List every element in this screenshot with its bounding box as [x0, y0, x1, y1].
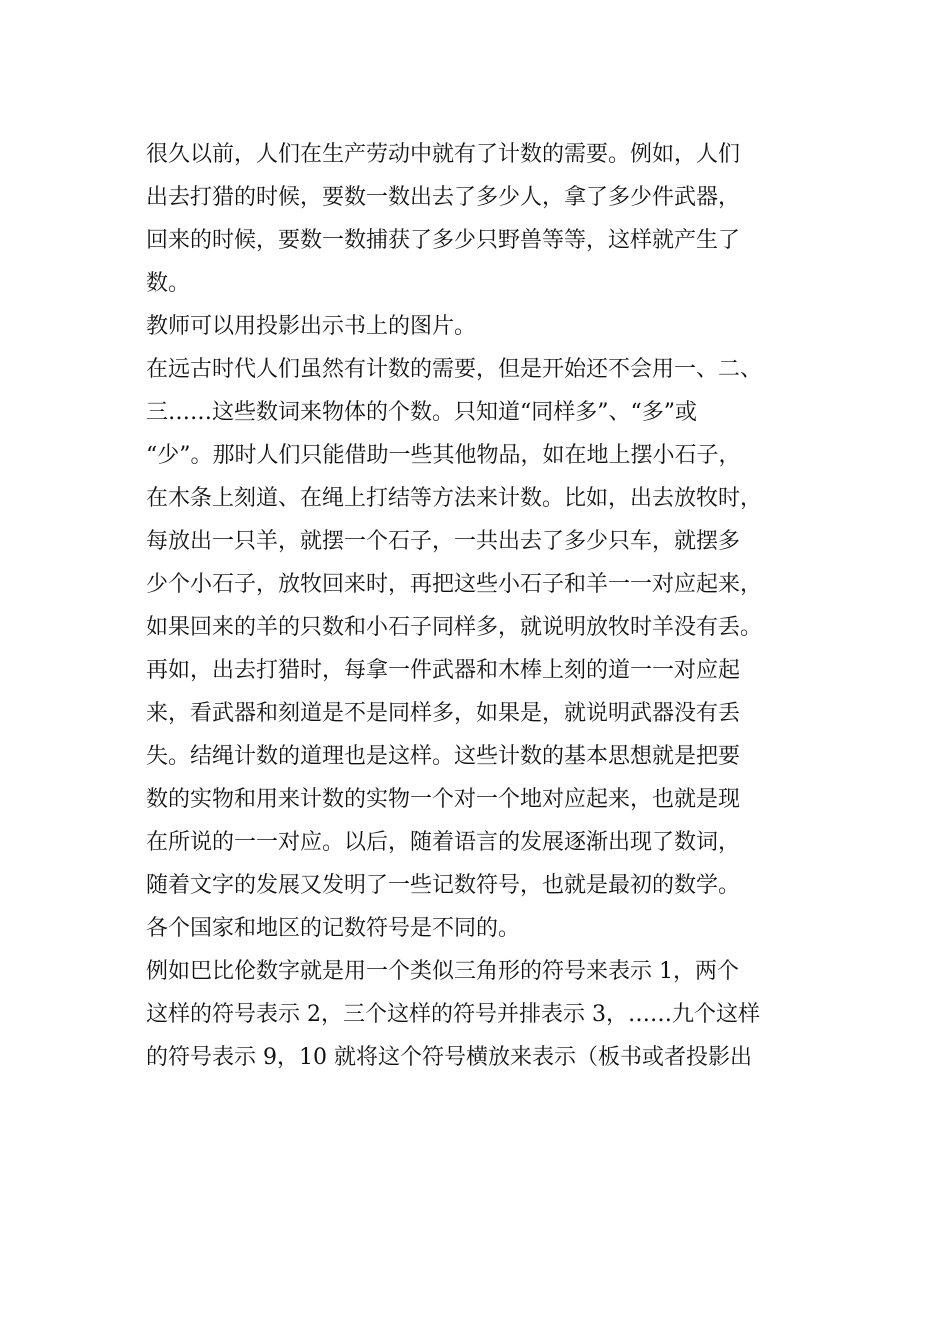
text-line-8: “少”。那时人们只能借助一些其他物品，如在地上摆小石子， [146, 443, 741, 468]
text-line-10: 每放出一只羊，就摆一个石子，一共出去了多少只车，就摆多 [146, 529, 741, 554]
text-line-21: 这样的符号表示 2，三个这样的符号并排表示 3，……九个这样 [146, 1002, 760, 1027]
text-line-6: 在远古时代人们虽然有计数的需要，但是开始还不会用一、二、 [146, 357, 763, 382]
text-line-7: 三……这些数词来物体的个数。只知道“同样多”、“多”或 [146, 400, 697, 425]
text-line-9: 在木条上刻道、在绳上打结等方法来计数。比如，出去放牧时， [146, 486, 763, 511]
text-line-16: 数的实物和用来计数的实物一个对一个地对应起来，也就是现 [146, 787, 741, 812]
text-line-15: 失。结绳计数的道理也是这样。这些计数的基本思想就是把要 [146, 744, 741, 769]
text-line-12: 如果回来的羊的只数和小石子同样多，就说明放牧时羊没有丢。 [146, 615, 763, 640]
text-line-20: 例如巴比伦数字就是用一个类似三角形的符号来表示 1，两个 [146, 959, 739, 984]
text-line-11: 少个小石子，放牧回来时，再把这些小石子和羊一一对应起来， [146, 572, 763, 597]
text-line-2: 出去打猎的时候，要数一数出去了多少人，拿了多少件武器， [146, 185, 741, 210]
text-line-3: 回来的时候，要数一数捕获了多少只野兽等等，这样就产生了 [146, 228, 741, 253]
text-line-1: 很久以前，人们在生产劳动中就有了计数的需要。例如，人们 [146, 142, 741, 167]
text-line-5: 教师可以用投影出示书上的图片。 [146, 314, 477, 339]
text-line-18: 随着文字的发展又发明了一些记数符号，也就是最初的数学。 [146, 873, 741, 898]
document-body-text [146, 133, 816, 1079]
text-line-19: 各个国家和地区的记数符号是不同的。 [146, 916, 521, 941]
text-line-14: 来，看武器和刻道是不是同样多，如果是，就说明武器没有丢 [146, 701, 741, 726]
text-line-13: 再如，出去打猎时，每拿一件武器和木棒上刻的道一一对应起 [146, 658, 741, 683]
text-line-17: 在所说的一一对应。以后，随着语言的发展逐渐出现了数词， [146, 830, 741, 855]
text-line-4: 数。 [146, 271, 191, 296]
text-line-22: 的符号表示 9，10 就将这个符号横放来表示（板书或者投影出 [146, 1045, 752, 1070]
